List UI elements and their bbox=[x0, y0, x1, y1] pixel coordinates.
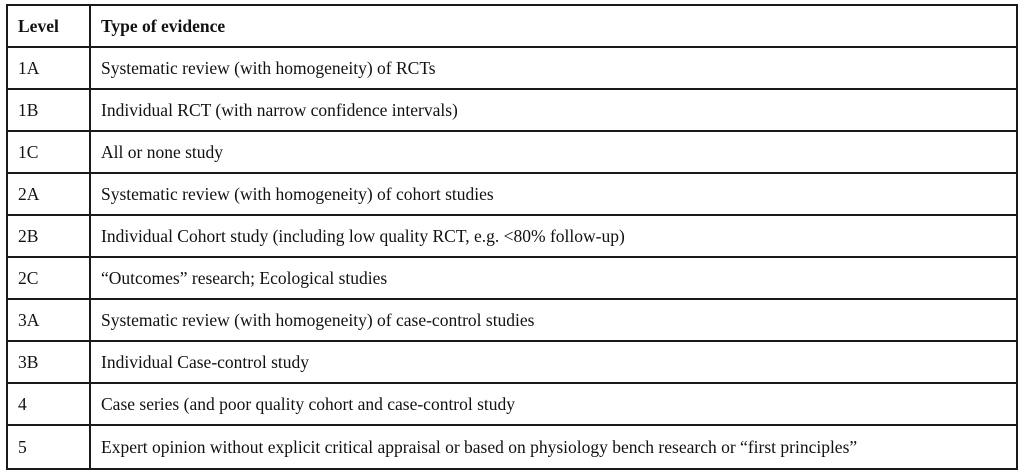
evidence-cell: Systematic review (with homogeneity) of cohort studies bbox=[90, 173, 1017, 215]
evidence-cell: Case series (and poor quality cohort and case-control study bbox=[90, 383, 1017, 425]
level-cell: 1B bbox=[7, 89, 90, 131]
evidence-cell: Individual RCT (with narrow confidence intervals) bbox=[90, 89, 1017, 131]
table-row bbox=[7, 341, 1017, 383]
table-row bbox=[7, 89, 1017, 131]
table-row bbox=[7, 257, 1017, 299]
level-cell: 5 bbox=[7, 425, 90, 469]
level-cell: 1C bbox=[7, 131, 90, 173]
evidence-cell: Expert opinion without explicit critical appraisal or based on physiology bench research or “first principles” bbox=[90, 425, 1017, 469]
level-cell: 2C bbox=[7, 257, 90, 299]
header-row bbox=[7, 5, 1017, 47]
header-type-of-evidence: Type of evidence bbox=[90, 5, 1017, 47]
level-cell: 2A bbox=[7, 173, 90, 215]
evidence-cell: “Outcomes” research; Ecological studies bbox=[90, 257, 1017, 299]
table-row bbox=[7, 425, 1017, 469]
table-row bbox=[7, 383, 1017, 425]
level-cell: 3A bbox=[7, 299, 90, 341]
level-cell: 1A bbox=[7, 47, 90, 89]
level-cell: 3B bbox=[7, 341, 90, 383]
evidence-cell: All or none study bbox=[90, 131, 1017, 173]
table-row bbox=[7, 131, 1017, 173]
level-cell: 2B bbox=[7, 215, 90, 257]
evidence-cell: Individual Case-control study bbox=[90, 341, 1017, 383]
evidence-levels-table bbox=[6, 4, 1018, 470]
level-cell: 4 bbox=[7, 383, 90, 425]
header-level: Level bbox=[7, 5, 90, 47]
table-row bbox=[7, 215, 1017, 257]
table-row bbox=[7, 47, 1017, 89]
evidence-cell: Systematic review (with homogeneity) of case-control studies bbox=[90, 299, 1017, 341]
evidence-cell: Systematic review (with homogeneity) of RCTs bbox=[90, 47, 1017, 89]
table-row bbox=[7, 173, 1017, 215]
evidence-cell: Individual Cohort study (including low quality RCT, e.g. <80% follow-up) bbox=[90, 215, 1017, 257]
table-row bbox=[7, 299, 1017, 341]
